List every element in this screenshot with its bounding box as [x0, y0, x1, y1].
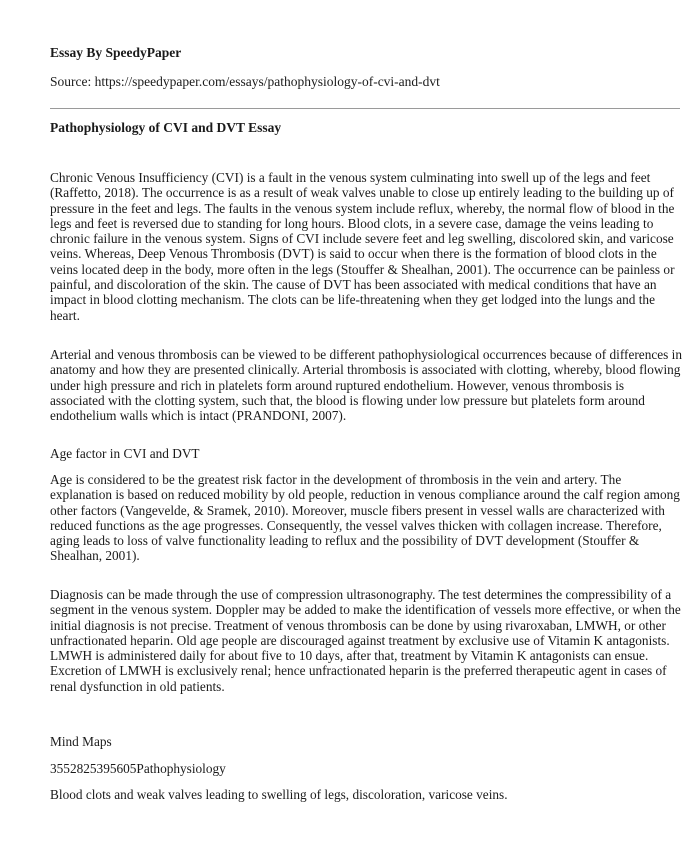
site-title: Essay By SpeedyPaper	[50, 45, 182, 60]
divider	[50, 108, 680, 109]
paragraph-summary: Blood clots and weak valves leading to swelling of legs, discoloration, varicose veins.	[50, 787, 508, 802]
section-heading-mind-maps: Mind Maps	[50, 734, 112, 749]
paragraph-diagnosis: Diagnosis can be made through the use of compression ultrasonography. The test determines the compressibility of a segment in the venous system. Doppler may be added to make the identification of vessels more effective, or when the initial diagnosis is not precise. Treatment of venous thrombosis can be done by using rivaroxaban, LMWH, or other unfractionated heparin. Old age people are discouraged against treatment by exclusive use of Vitamin K antagonists. LMWH is administered daily for about five to 10 days, after that, treatment by Vitamin K antagonists can ensue. Excretion of LMWH is exclusively renal; hence unfractionated heparin is the preferred therapeutic agent in cases of renal dysfunction in old patients.	[50, 587, 681, 694]
paragraph-age: Age is considered to be the greatest risk factor in the development of thrombosis in the vein and artery. The explanation is based on reduced mobility by old people, reduction in venous compliance around the calf region among other factors (Vangevelde, & Sramek, 2010). Moreover, muscle fibers present in vessel walls are characterized with reduced functions as the age progresses. Consequently, the vessel valves thicken with collagen increase. Therefore, aging leads to loss of valve functionality leading to reflux and the possibility of DVT development (Stouffer & Shealhan, 2001).	[50, 472, 680, 564]
paragraph-thrombosis: Arterial and venous thrombosis can be viewed to be different pathophysiological occurrences because of differences in anatomy and how they are presented clinically. Arterial thrombosis is associated with clotting, whereby, blood flowing under high pressure and rich in platelets form around ruptured endothelium. However, venous thrombosis is associated with the clotting system, such that, the blood is flowing under low pressure but platelets form around endothelium walls which is intact (PRANDONI, 2007).	[50, 347, 682, 424]
paragraph-intro: Chronic Venous Insufficiency (CVI) is a fault in the venous system culminating into swell up of the legs and feet (Raffetto, 2018). The occurrence is as a result of weak valves unable to close up entirely leading to the building up of pressure in the feet and legs. The faults in the venous system include reflux, whereby, the normal flow of blood in the legs and feet is reversed due to standing for long hours. Blood clots, in a severe case, damage the veins leading to chronic failure in the venous system. Signs of CVI include severe feet and leg swelling, discolored skin, and varicose veins. Whereas, Deep Venous Thrombosis (DVT) is said to occur when there is the formation of blood clots in the veins located deep in the body, more often in the legs (Stouffer & Shealhan, 2001). The occurrence can be painless or painful, and discoloration of the skin. The cause of DVT has been associated with medical conditions that have an impact in blood clotting mechanism. The clots can be life-threatening when they get lodged into the lungs and the heart.	[50, 170, 675, 323]
mind-map-node: 3552825395605Pathophysiology	[50, 761, 226, 776]
essay-title: Pathophysiology of CVI and DVT Essay	[50, 120, 282, 135]
source-line: Source: https://speedypaper.com/essays/pathophysiology-of-cvi-and-dvt	[50, 74, 440, 89]
section-heading-age-factor: Age factor in CVI and DVT	[50, 446, 200, 461]
